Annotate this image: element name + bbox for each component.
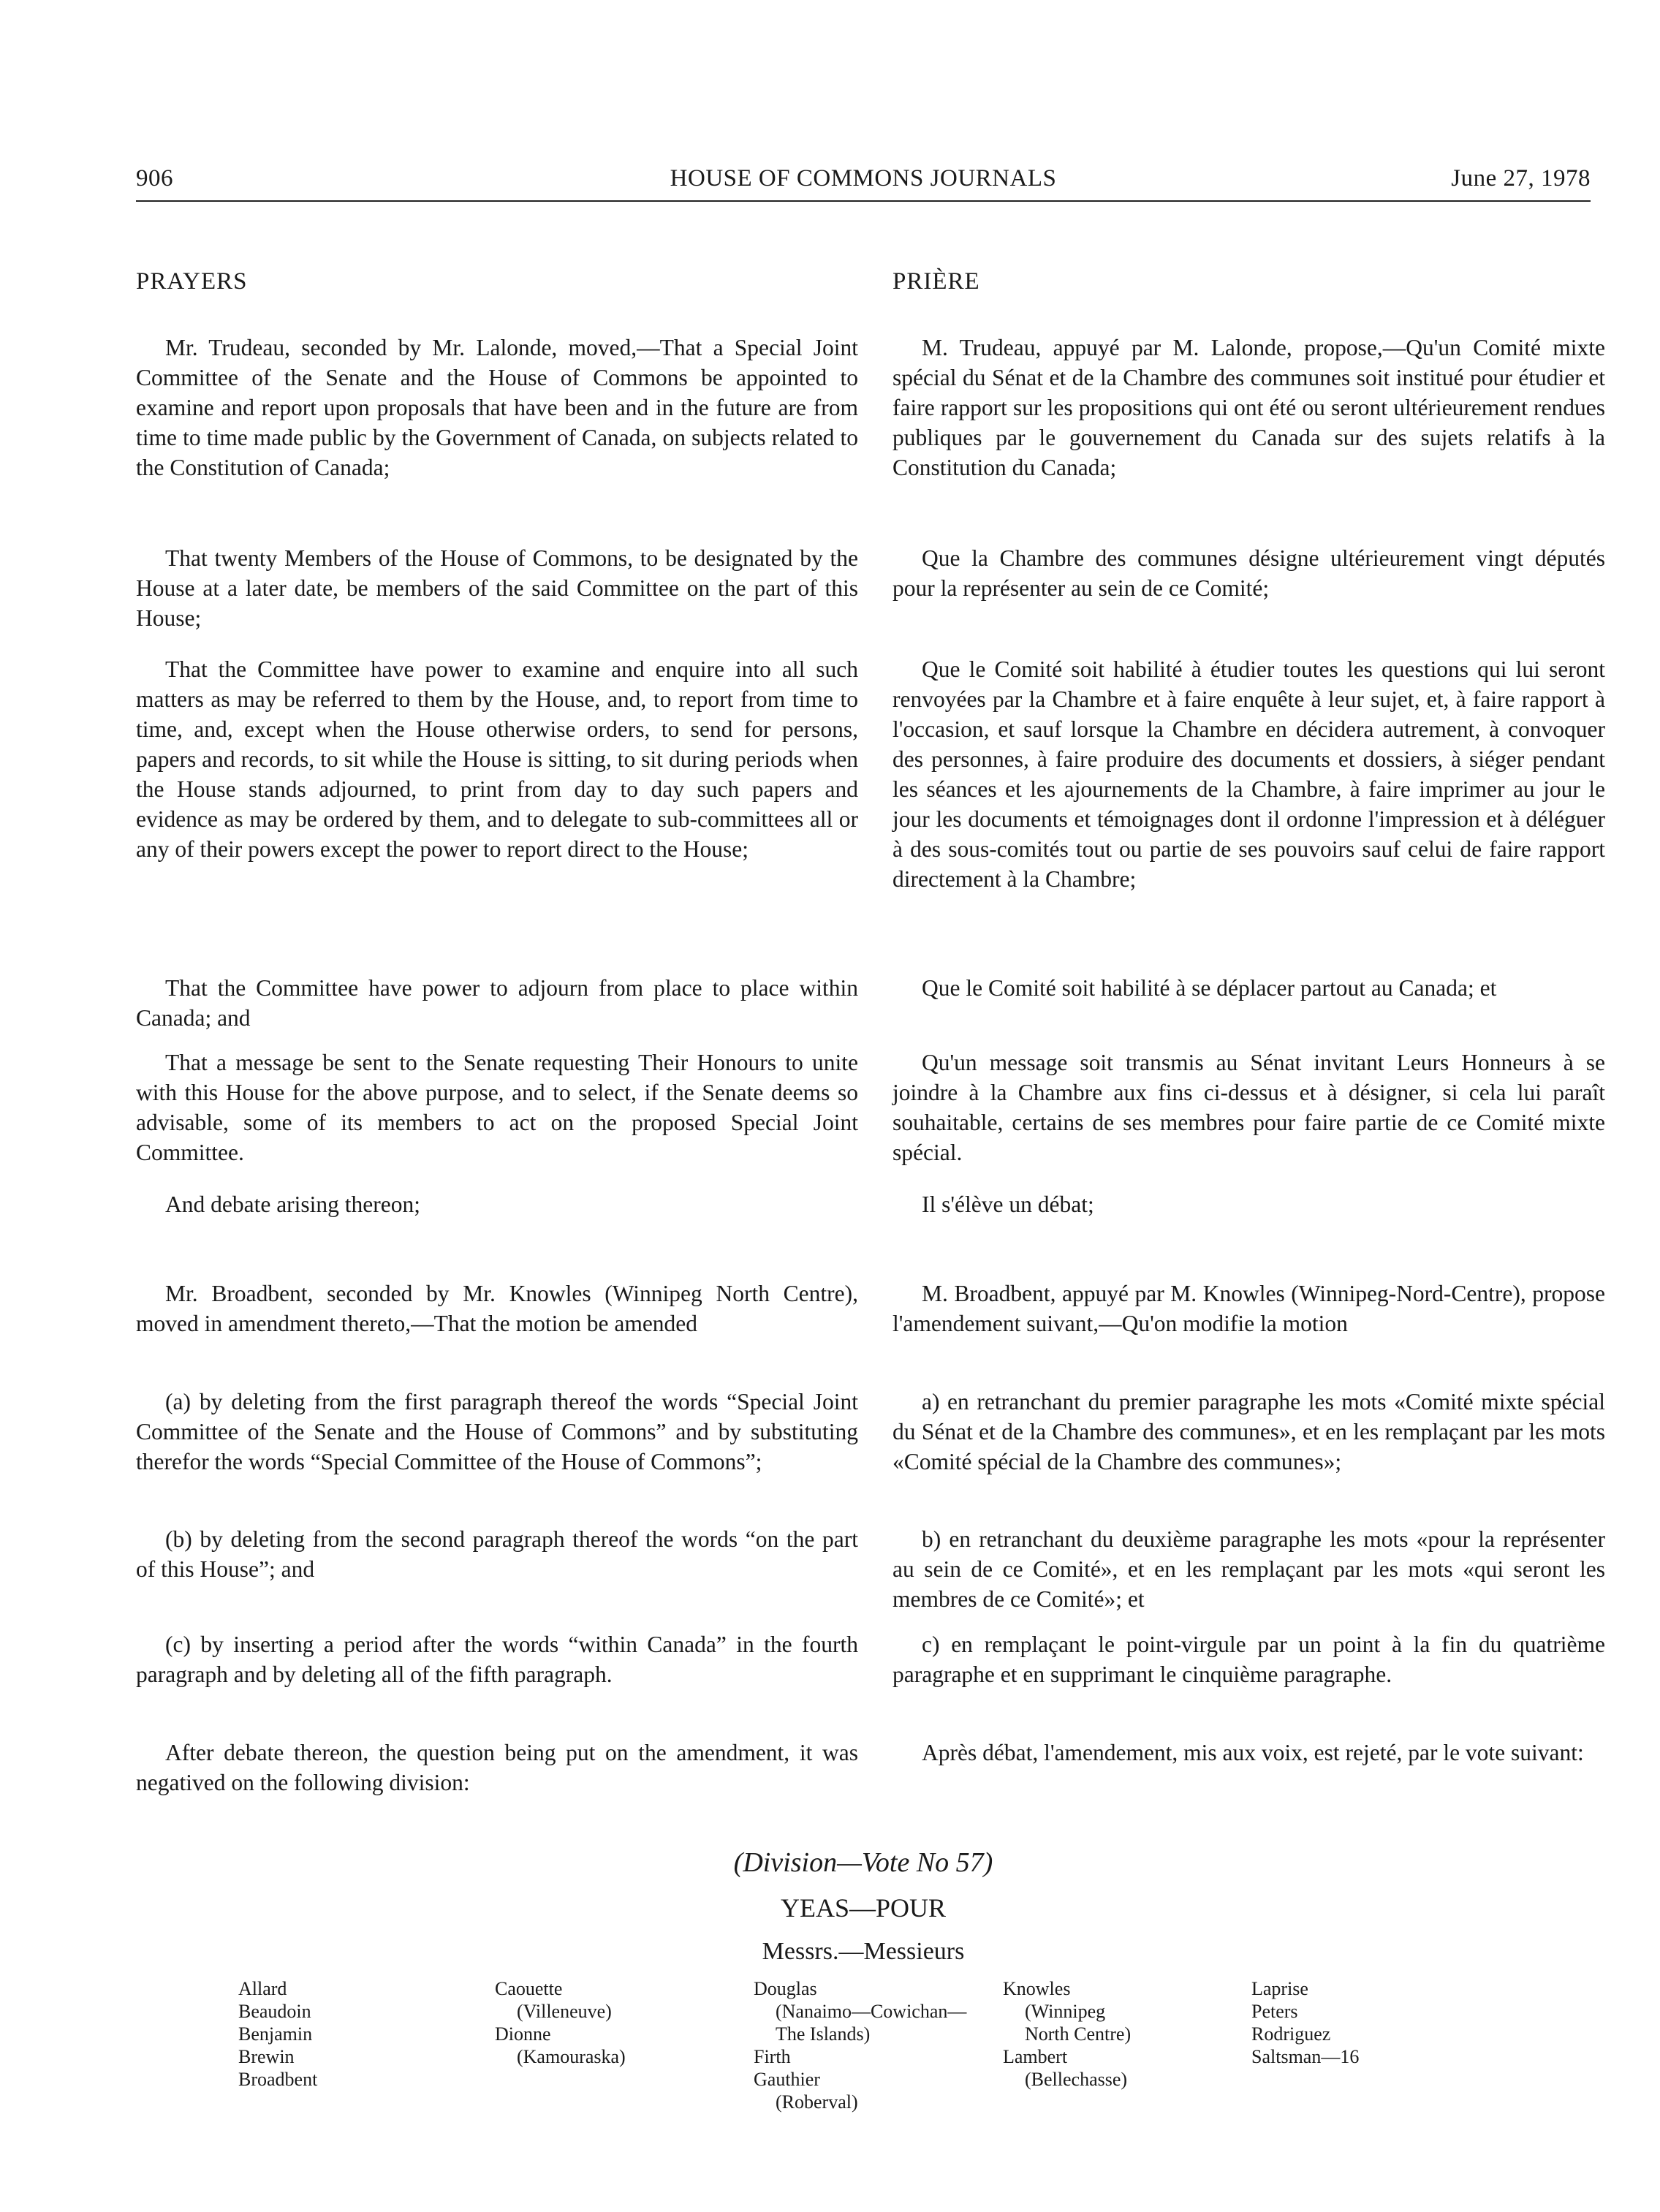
member-name: Dionne	[495, 2023, 551, 2045]
member-name: Saltsman—16	[1251, 2046, 1360, 2067]
french-paragraph: a) en retranchant du premier paragraphe les mots «Comité mixte spécial du Sénat et de la Chambre des communes», et en les remplaçant par les mots «Comité spécial de la Chambre des communes»;	[892, 1389, 1605, 1474]
english-paragraph: And debate arising thereon;	[165, 1192, 421, 1217]
english-heading: PRAYERS	[136, 268, 248, 295]
member-name: Broadbent	[238, 2069, 318, 2090]
member-riding: North Centre)	[1025, 2023, 1132, 2045]
journal-title: HOUSE OF COMMONS JOURNALS	[670, 165, 1057, 192]
member-name: Knowles	[1003, 1978, 1071, 1999]
english-paragraph: (a) by deleting from the first paragraph thereof the words “Special Joint Committee of the Senate and the House of Commons” and by substituting therefor the words “Special Committee of the House of Commons”;	[136, 1389, 858, 1474]
french-paragraph: M. Broadbent, appuyé par M. Knowles (Winnipeg-Nord-Centre), propose l'amendement suivant,—Qu'on modifie la motion	[892, 1281, 1605, 1336]
page-header	[136, 162, 1591, 202]
english-paragraph: (b) by deleting from the second paragraph thereof the words “on the part of this House”; and	[136, 1526, 858, 1582]
member-name: Caouette	[495, 1978, 563, 1999]
french-paragraph: Il s'élève un débat;	[922, 1192, 1094, 1217]
member-name: Laprise	[1251, 1978, 1308, 1999]
division-messrs: Messrs.—Messieurs	[762, 1938, 965, 1965]
french-paragraph: Après débat, l'amendement, mis aux voix, est rejeté, par le vote suivant:	[922, 1740, 1584, 1765]
names-column	[754, 1977, 966, 2113]
french-paragraph: Que le Comité soit habilité à se déplacer partout au Canada; et	[922, 975, 1497, 1001]
member-riding: (Bellechasse)	[1025, 2069, 1128, 2090]
english-paragraph: Mr. Broadbent, seconded by Mr. Knowles (Winnipeg North Centre), moved in amendment thereto,—That the motion be amended	[136, 1281, 858, 1336]
english-paragraph: Mr. Trudeau, seconded by Mr. Lalonde, moved,—That a Special Joint Committee of the Senate and the House of Commons be appointed to examine and report upon proposals that have been and in the future are from time to time made public by the Government of Canada, on subjects related to the Constitution of Canada;	[136, 335, 858, 480]
member-riding: (Winnipeg	[1025, 2001, 1106, 2022]
names-column	[1003, 1977, 1131, 2091]
page-number: 906	[136, 165, 173, 192]
english-paragraph: That the Committee have power to adjourn from place to place within Canada; and	[136, 975, 858, 1031]
french-paragraph: Que le Comité soit habilité à étudier toutes les questions qui lui seront renvoyées par la Chambre et à faire enquête à leur sujet, et, à faire rapport à l'occasion, et sauf lorsque la Chambre en décidera autrement, à convoquer des personnes, à faire produire des documents et dossiers, à siéger pendant les séances et les ajournements de la Chambre, à faire imprimer au jour le jour les documents et témoignages dont il ordonne l'impression et à déléguer à des sous-comités tout ou partie de ses pouvoirs sauf celui de faire rapport directement à la Chambre;	[892, 656, 1605, 892]
division-title: (Division—Vote No 57)	[733, 1847, 993, 1878]
member-name: Gauthier	[754, 2069, 820, 2090]
french-paragraph: Qu'un message soit transmis au Sénat invitant Leurs Honneurs à se joindre à la Chambre aux fins ci-dessus et à désigner, si cela lui paraît souhaitable, certains de ses membres pour faire partie de ce Comité mixte spécial.	[892, 1050, 1605, 1165]
member-riding: (Kamouraska)	[517, 2046, 626, 2067]
english-paragraph: (c) by inserting a period after the words “within Canada” in the fourth paragraph and by deleting all of the fifth paragraph.	[136, 1632, 858, 1687]
member-name: Brewin	[238, 2046, 295, 2067]
french-paragraph: M. Trudeau, appuyé par M. Lalonde, propose,—Qu'un Comité mixte spécial du Sénat et de la Chambre des communes soit institué pour étudier et faire rapport sur les propositions qui ont été ou seront ultérieurement rendues publiques par le gouvernement du Canada sur des sujets relatifs à la Constitution du Canada;	[892, 335, 1605, 480]
member-name: Beaudoin	[238, 2001, 311, 2022]
page-date: June 27, 1978	[1451, 165, 1591, 192]
member-riding: (Nanaimo—Cowichan—	[776, 2001, 967, 2022]
member-riding: (Roberval)	[776, 2091, 858, 2113]
member-riding: (Villeneuve)	[517, 2001, 612, 2022]
names-column	[238, 1977, 317, 2091]
french-paragraph: Que la Chambre des communes désigne ultérieurement vingt députés pour la représenter au sein de ce Comité;	[892, 545, 1605, 601]
english-paragraph: After debate thereon, the question being put on the amendment, it was negatived on the following division:	[136, 1740, 858, 1795]
member-name: Lambert	[1003, 2046, 1068, 2067]
english-paragraph: That the Committee have power to examine and enquire into all such matters as may be referred to them by the House, and, to report from time to time, and, except when the House otherwise orders, to send for persons, papers and records, to sit while the House is sitting, to sit during periods when the House stands adjourned, to print from day to day such papers and evidence as may be ordered by them, and to delegate to sub-committees all or any of their powers except the power to report direct to the House;	[136, 656, 858, 862]
division-subtitle: YEAS—POUR	[780, 1893, 947, 1923]
french-heading: PRIÈRE	[892, 268, 980, 295]
member-name: Rodriguez	[1251, 2023, 1331, 2045]
member-name: Douglas	[754, 1978, 817, 1999]
member-name: Firth	[754, 2046, 791, 2067]
french-paragraph: b) en retranchant du deuxième paragraphe les mots «pour la représenter au sein de ce Comité», et en les remplaçant par les mots «qui seront les membres de ce Comité»; et	[892, 1526, 1605, 1612]
member-name: Benjamin	[238, 2023, 313, 2045]
member-riding: The Islands)	[776, 2023, 871, 2045]
names-column	[495, 1977, 626, 2068]
english-paragraph: That a message be sent to the Senate requesting Their Honours to unite with this House for the above purpose, and to select, if the Senate deems so advisable, some of its members to act on the proposed Special Joint Committee.	[136, 1050, 858, 1165]
french-paragraph: c) en remplaçant le point-virgule par un point à la fin du quatrième paragraphe et en supprimant le cinquième paragraphe.	[892, 1632, 1605, 1687]
names-column	[1251, 1977, 1359, 2068]
member-name: Allard	[238, 1978, 287, 1999]
member-name: Peters	[1251, 2001, 1298, 2022]
english-paragraph: That twenty Members of the House of Commons, to be designated by the House at a later date, be members of the said Committee on the part of this House;	[136, 545, 858, 631]
